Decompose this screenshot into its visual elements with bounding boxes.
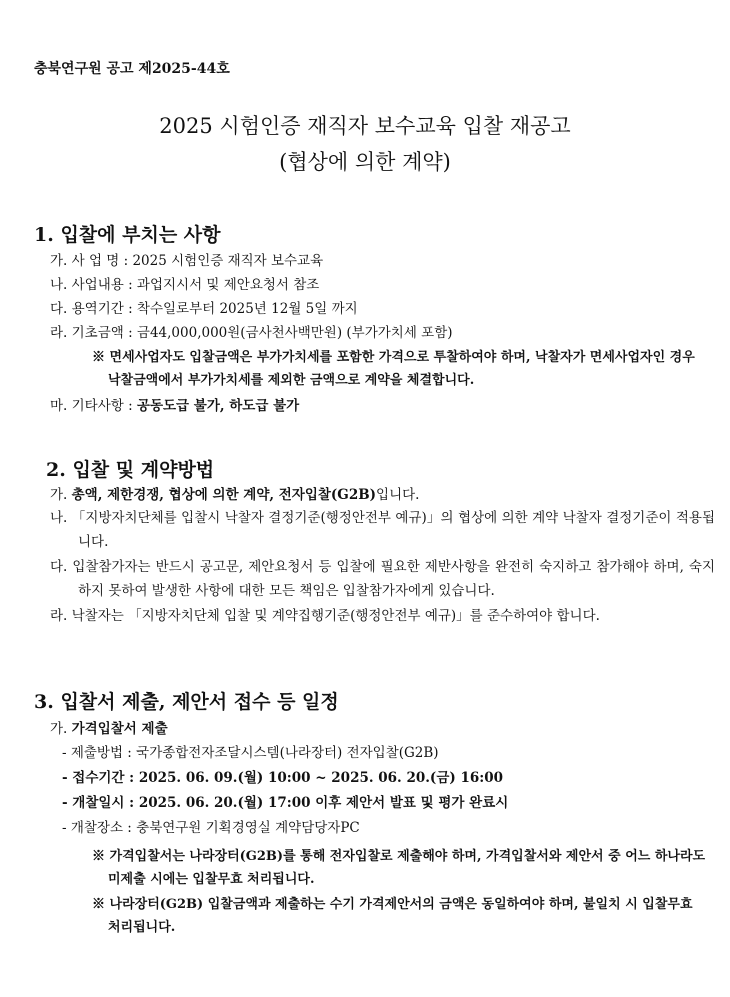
s3-item-ga-bold: 가격입찰서 제출: [71, 721, 168, 737]
s1-item-na: 나. 사업내용 : 과업지시서 및 제안요청서 참조: [50, 277, 320, 293]
s2-item-na: 나. 「지방자치단체를 입찰시 낙찰자 결정기준(행정안전부 예규)」의 협상에 의한 계약 낙찰자 결정기준이 적용됩니다.: [50, 510, 715, 550]
s3-submit-method: - 제출방법 : 국가종합전자조달시스템(나라장터) 전자입찰(G2B): [62, 745, 439, 761]
s1-vat-note: ※ 면세사업자도 입찰금액은 부가가치세를 포함한 가격으로 투찰하여야 하며, 낙찰자가 면세사업자인 경우 낙찰금액에서 부가가치세를 제외한 금액으로 계약을 체결합니다.: [92, 350, 695, 388]
s3-receipt-period: - 접수기간 : 2025. 06. 09.(월) 10:00 ~ 2025. 06. 20.(금) 16:00: [62, 770, 503, 786]
page-title: 2025 시험인증 재직자 보수교육 입찰 재공고: [159, 114, 571, 138]
s1-item-da: 다. 용역기간 : 착수일로부터 2025년 12월 5일 까지: [50, 301, 358, 317]
notice-number: 충북연구원 공고 제2025-44호: [34, 61, 230, 77]
s3-note-amount: ※ 나라장터(G2B) 입찰금액과 제출하는 수기 가격제안서의 금액은 동일하여야 하며, 불일치 시 입찰무효 처리됩니다.: [92, 897, 693, 935]
s3-opening-datetime: - 개찰일시 : 2025. 06. 20.(월) 17:00 이후 제안서 발표 및 평가 완료시: [62, 795, 509, 811]
s1-item-ma-value: 공동도급 불가, 하도급 불가: [136, 398, 300, 414]
s3-item-ga-prefix: 가.: [50, 721, 72, 737]
s1-item-ma: [50, 396, 299, 416]
s3-opening-place: - 개찰장소 : 충북연구원 기획경영실 계약담당자PC: [62, 820, 360, 836]
s3-item-ga: [50, 719, 168, 739]
section-3-heading: 3. 입찰서 제출, 제안서 접수 등 일정: [34, 691, 339, 713]
s2-item-ga-prefix: 가.: [50, 487, 72, 503]
s1-item-ra: 라. 기초금액 : 금44,000,000원(금사천사백만원) (부가가치세 포함): [50, 325, 453, 341]
s2-item-ga: [50, 485, 419, 505]
s2-item-da: 다. 입찰참가자는 반드시 공고문, 제안요청서 등 입찰에 필요한 제반사항을 완전히 숙지하고 참가해야 하며, 숙지하지 못하여 발생한 사항에 대한 모든 책임은 입찰참가자에게 있습니다.: [50, 559, 715, 599]
section-1-heading: 1. 입찰에 부치는 사항: [34, 224, 221, 246]
s1-item-ma-label: 마. 기타사항 :: [50, 398, 137, 414]
page-subtitle: (협상에 의한 계약): [279, 150, 451, 174]
section-2-heading: 2. 입찰 및 계약방법: [46, 459, 215, 481]
s2-item-ga-bold: 총액, 제한경쟁, 협상에 의한 계약, 전자입찰(G2B): [71, 487, 377, 503]
s2-item-ra: 라. 낙찰자는 「지방자치단체 입찰 및 계약집행기준(행정안전부 예규)」를 준수하여야 합니다.: [50, 608, 600, 624]
s3-note-submission: ※ 가격입찰서는 나라장터(G2B)를 통해 전자입찰로 제출해야 하며, 가격입찰서와 제안서 중 어느 하나라도 미제출 시에는 입찰무효 처리됩니다.: [92, 849, 706, 887]
s1-item-ga: 가. 사 업 명 : 2025 시험인증 재직자 보수교육: [50, 253, 324, 269]
s2-item-ga-suffix: 입니다.: [376, 487, 420, 503]
